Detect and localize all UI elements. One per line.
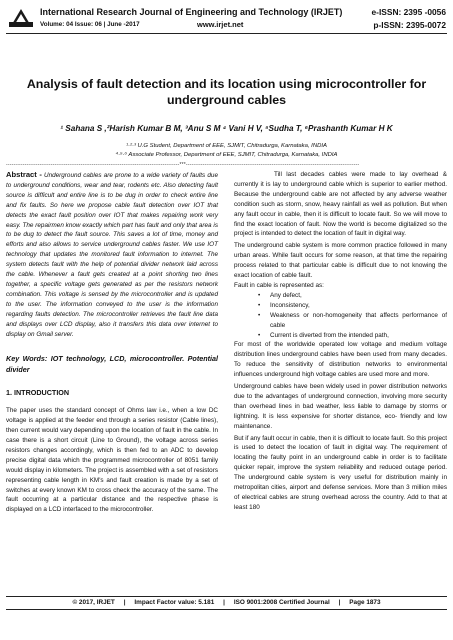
- journal-website: www.irjet.net: [197, 20, 244, 29]
- list-item: • Weakness or non-homogeneity that affects performance of cable: [258, 311, 447, 331]
- footer-divider-bottom: [6, 609, 447, 610]
- list-item: • Any defect,: [258, 291, 447, 301]
- e-issn: e-ISSN: 2395 -0056: [371, 7, 446, 17]
- abstract-label: Abstract -: [6, 170, 42, 179]
- affiliation-students: ¹·²·³ U.G Student, Department of EEE, SJMIT, Chitradurga, Karnataka, INDIA: [126, 143, 327, 149]
- fault-definition-list: [234, 291, 447, 341]
- journal-header: [0, 0, 453, 36]
- body-paragraph-2: The underground cable system is more common practice followed in many urban areas. While fault occurs for some reason, at that time the repairing process related to that particular cable is difficult due to not knowing the exact location of cable fault.: [234, 242, 447, 280]
- author-list: ¹ Sahana S ,²Harish Kumar B M, ³Anu S M ⁴ Vani H V, ⁵Sudha T, ⁶Prashanth Kumar H K: [60, 124, 393, 133]
- paper-title: Analysis of fault detection and its location using microcontroller for underground cables: [26, 77, 427, 107]
- body-paragraph-1: Till last decades cables were made to lay overhead & currently it is lay to underground cable which is superior to earlier method. Because the underground cable are not affected by any adverse weather condition such as storm, snow, heavy rainfall as well as pollution. But when any fault occur in cable, then it is difficult to locate fault. So we will move to find the exact location of fault. Now the world is become digitalized so the project is intended to detect the location of fault in digital way.: [234, 171, 447, 238]
- p-issn: p-ISSN: 2395-0072: [373, 20, 446, 30]
- intro-paragraph: The paper uses the standard concept of Ohms law i.e., when a low DC voltage is applied at the feeder end through a series resistor (Cable lines), then current would vary depending upon the location of fault in the cable. In case there is a short circuit (Line to Ground), the voltage across series resistors changes accordingly, which is then fed to an ADC to develop precise digital data which the programmed microcontroller of 8051 family would display in kilometers. The project is assembled with a set of resistors representing cable length in KM's and fault creation is made by a set of switches at every known KM to cross check the accuracy of the same. The fault occurring at a particular distance and the respective phase is displayed on a LCD interfaced to the microcontroller.: [6, 407, 218, 514]
- body-paragraph-3: For most of the worldwide operated low voltage and medium voltage distribution lines underground cables have been used from many decades. To reduce the sensitivity of distribution networks to environmental influences underground high voltage cables are used more and more.: [234, 341, 447, 379]
- affiliation-faculty: ⁴·⁵·⁶ Associate Professor, Department of EEE, SJMIT, Chitradurga, Karnataka, INDIA: [115, 152, 338, 158]
- body-paragraph-4: Underground cables have been widely used in power distribution networks due to the advantages of underground connection, involving more security than overhead lines in bad weather, less liable to damage by storms or lightning. It is less expensive for shorter distance, eco- friendly and low maintenance.: [234, 383, 447, 430]
- section-heading-introduction: 1. INTRODUCTION: [6, 388, 70, 398]
- body-paragraph-5: But if any fault occur in cable, then it is difficult to locate fault. So this project is used to detect the location of fault in digital way. The requirement of locating the faulty point in an underground cable in order is to facilitate quicker repair, improve the system reliability and reduced outage period. The underground cable system is very useful for distribution mainly in metropolitan cities, airport and defense services. More than 3 million miles of electrical cables are strung overhead across the country. Add to that at least 180: [234, 434, 447, 511]
- abstract: [6, 170, 218, 339]
- page-footer: © 2017, IRJET | Impact Factor value: 5.181 | ISO 9001:2008 Certified Journal | Page 1873: [72, 599, 381, 606]
- section-separator: ---------------------------------------------------------------------------------------------***---------------------------------------------------------------------------------------------: [6, 162, 360, 168]
- list-intro: Fault in cable is represented as:: [234, 281, 324, 289]
- footer-divider-top: [6, 596, 447, 597]
- list-item: • Inconsistency,: [258, 301, 447, 311]
- keywords: Key Words: IOT technology, LCD, microcontroller. Potential divider: [6, 354, 218, 374]
- abstract-text: Underground cables are prone to a wide variety of faults due to underground conditions, wear and tear, rodents etc. Also detecting fault source is difficult and entire line is to be dug in order to check entire line and fix faults. So here we propose cable fault detection over IOT that detects the exact fault position over IOT that makes repairing work very easy. The repairmen know exactly which part has fault and only that area is to be dug to detect the fault source. This saves a lot of time, money and efforts and also allows to service underground cables faster. We use IOT technology that updates the monitored fault information to internet. The system detects fault with the help of potential divider network laid across the cable. Whenever a fault gets created at a point shorting two lines together, a specific voltage gets generated as per the resistors network combination. This voltage is sensed by the microcontroller and is updated to the user. The information conveyed to the user is the information regarding faults detection. The microcontroller retrieves the fault line data and displays over LCD display, also it transfers this data over internet to display on Gmail server.: [6, 172, 218, 338]
- list-item: • Current is diverted from the intended path,: [258, 331, 447, 341]
- right-column: [234, 170, 447, 513]
- irjet-logo: [8, 6, 34, 28]
- left-column: [6, 170, 218, 515]
- header-divider: [6, 33, 447, 34]
- journal-name: International Research Journal of Engineering and Technology (IRJET): [40, 7, 343, 17]
- volume-issue: Volume: 04 Issue: 06 | June -2017: [40, 21, 140, 28]
